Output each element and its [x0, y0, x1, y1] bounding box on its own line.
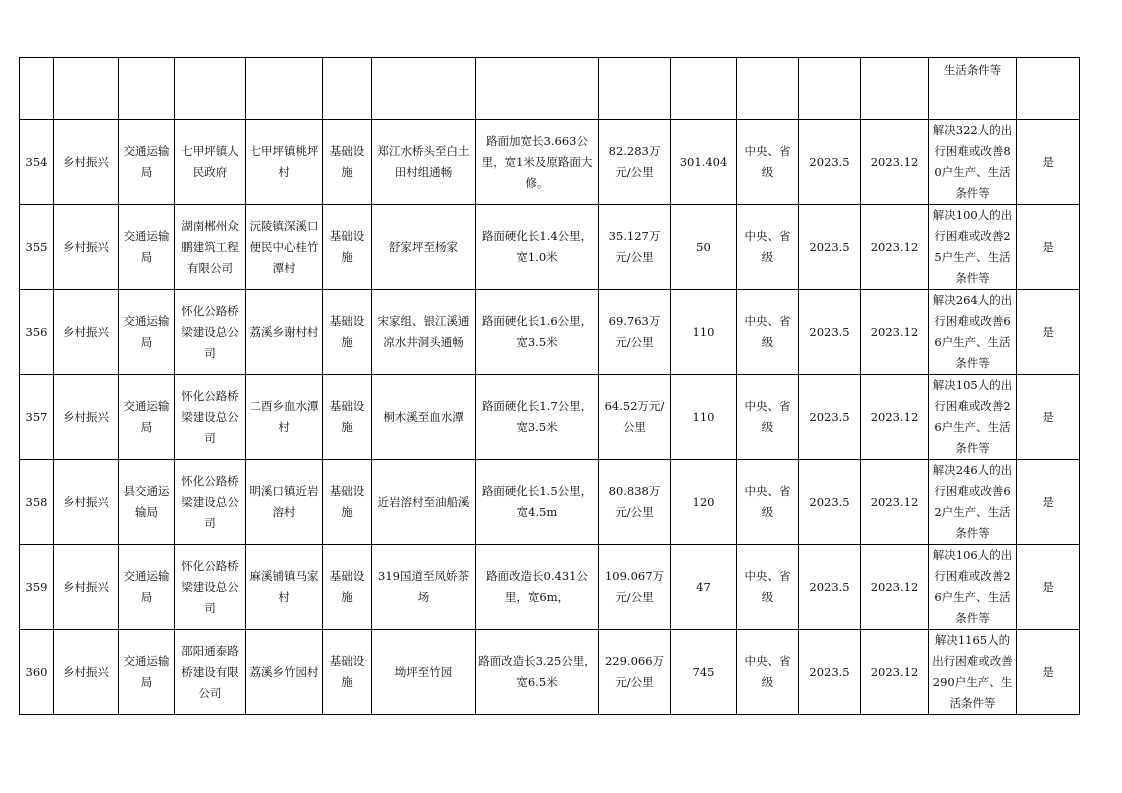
cell-dept: 交通运输局	[119, 120, 175, 205]
cell-benefit: 解决322人的出行困难或改善80户生产、生活条件等	[929, 120, 1017, 205]
table-row	[20, 290, 1080, 375]
cell-fund: 中央、省级	[737, 630, 799, 715]
cell-amount	[671, 58, 737, 120]
cell-content: 路面硬化长1.4公里，宽1.0米	[476, 205, 599, 290]
table-row-continued	[20, 58, 1080, 120]
cell-unit-price: 64.52万元/公里	[599, 375, 671, 460]
cell-implementer: 邵阳通泰路桥建设有限公司	[175, 630, 246, 715]
cell-start: 2023.5	[799, 375, 861, 460]
cell-benefit: 解决1165人的出行困难或改善290户生产、生活条件等	[929, 630, 1017, 715]
cell-content: 路面硬化长1.7公里，宽3.5米	[476, 375, 599, 460]
cell-type: 基础设施	[323, 460, 372, 545]
cell-start: 2023.5	[799, 290, 861, 375]
cell-unit-price: 229.066万元/公里	[599, 630, 671, 715]
cell-amount: 120	[671, 460, 737, 545]
cell-fund: 中央、省级	[737, 120, 799, 205]
cell-no	[20, 58, 54, 120]
cell-content: 路面改造长3.25公里，宽6.5米	[476, 630, 599, 715]
cell-implementer: 怀化公路桥梁建设总公司	[175, 545, 246, 630]
cell-amount: 110	[671, 375, 737, 460]
cell-type: 基础设施	[323, 630, 372, 715]
cell-amount: 301.404	[671, 120, 737, 205]
cell-content: 路面改造长0.431公里，宽6m，	[476, 545, 599, 630]
cell-implementer	[175, 58, 246, 120]
cell-type: 基础设施	[323, 205, 372, 290]
cell-benefit: 解决100人的出行困难或改善25户生产、生活条件等	[929, 205, 1017, 290]
cell-amount: 745	[671, 630, 737, 715]
cell-implementer: 湖南郴州众鹏建筑工程有限公司	[175, 205, 246, 290]
cell-content: 路面加宽长3.663公里，宽1米及原路面大修。	[476, 120, 599, 205]
cell-fund	[737, 58, 799, 120]
cell-name: 坳坪至竹园	[372, 630, 476, 715]
cell-type	[323, 58, 372, 120]
table-row	[20, 545, 1080, 630]
cell-end: 2023.12	[861, 630, 929, 715]
cell-location: 二酉乡血水潭村	[246, 375, 323, 460]
cell-name: 郑江水桥头至白土田村组通畅	[372, 120, 476, 205]
cell-type: 基础设施	[323, 545, 372, 630]
cell-fund: 中央、省级	[737, 545, 799, 630]
cell-category	[54, 58, 119, 120]
cell-flag: 是	[1017, 120, 1080, 205]
cell-start: 2023.5	[799, 545, 861, 630]
table-row	[20, 375, 1080, 460]
cell-end: 2023.12	[861, 460, 929, 545]
cell-content	[476, 58, 599, 120]
cell-fund: 中央、省级	[737, 460, 799, 545]
cell-start: 2023.5	[799, 205, 861, 290]
cell-implementer: 怀化公路桥梁建设总公司	[175, 375, 246, 460]
cell-no: 355	[20, 205, 54, 290]
cell-unit-price: 82.283万元/公里	[599, 120, 671, 205]
cell-benefit: 解决105人的出行困难或改善26户生产、生活条件等	[929, 375, 1017, 460]
cell-amount: 110	[671, 290, 737, 375]
cell-unit-price: 80.838万元/公里	[599, 460, 671, 545]
cell-dept: 交通运输局	[119, 205, 175, 290]
cell-category: 乡村振兴	[54, 630, 119, 715]
cell-location: 麻溪铺镇马家村	[246, 545, 323, 630]
cell-content: 路面硬化长1.6公里，宽3.5米	[476, 290, 599, 375]
cell-content: 路面硬化长1.5公里，宽4.5m	[476, 460, 599, 545]
cell-unit-price: 109.067万元/公里	[599, 545, 671, 630]
cell-benefit: 解决246人的出行困难或改善62户生产、生活条件等	[929, 460, 1017, 545]
cell-flag: 是	[1017, 630, 1080, 715]
cell-dept: 交通运输局	[119, 545, 175, 630]
cell-name: 舒家坪至杨家	[372, 205, 476, 290]
cell-flag: 是	[1017, 545, 1080, 630]
cell-type: 基础设施	[323, 375, 372, 460]
cell-no: 358	[20, 460, 54, 545]
table-row	[20, 120, 1080, 205]
cell-flag: 是	[1017, 375, 1080, 460]
cell-fund: 中央、省级	[737, 290, 799, 375]
cell-category: 乡村振兴	[54, 375, 119, 460]
table-row	[20, 460, 1080, 545]
cell-name: 桐木溪至血水潭	[372, 375, 476, 460]
cell-category: 乡村振兴	[54, 205, 119, 290]
cell-flag	[1017, 58, 1080, 120]
cell-end: 2023.12	[861, 205, 929, 290]
cell-name: 近岩溶村至油船溪	[372, 460, 476, 545]
cell-category: 乡村振兴	[54, 290, 119, 375]
cell-location: 七甲坪镇桃坪村	[246, 120, 323, 205]
table-row	[20, 205, 1080, 290]
cell-benefit: 生活条件等	[929, 58, 1017, 120]
cell-end: 2023.12	[861, 545, 929, 630]
cell-no: 360	[20, 630, 54, 715]
cell-dept: 交通运输局	[119, 290, 175, 375]
table-row	[20, 630, 1080, 715]
cell-end: 2023.12	[861, 375, 929, 460]
cell-flag: 是	[1017, 460, 1080, 545]
cell-name: 319国道至凤娇茶场	[372, 545, 476, 630]
cell-start: 2023.5	[799, 460, 861, 545]
cell-location: 明溪口镇近岩溶村	[246, 460, 323, 545]
cell-no: 354	[20, 120, 54, 205]
cell-fund: 中央、省级	[737, 375, 799, 460]
cell-category: 乡村振兴	[54, 545, 119, 630]
cell-start	[799, 58, 861, 120]
cell-amount: 50	[671, 205, 737, 290]
cell-flag: 是	[1017, 205, 1080, 290]
project-table	[19, 57, 1080, 715]
cell-unit-price	[599, 58, 671, 120]
cell-type: 基础设施	[323, 290, 372, 375]
cell-unit-price: 69.763万元/公里	[599, 290, 671, 375]
cell-amount: 47	[671, 545, 737, 630]
cell-location	[246, 58, 323, 120]
cell-no: 357	[20, 375, 54, 460]
cell-unit-price: 35.127万元/公里	[599, 205, 671, 290]
cell-benefit: 解决264人的出行困难或改善66户生产、生活条件等	[929, 290, 1017, 375]
cell-location: 沅陵镇深溪口便民中心桂竹潭村	[246, 205, 323, 290]
cell-fund: 中央、省级	[737, 205, 799, 290]
cell-location: 荔溪乡竹园村	[246, 630, 323, 715]
cell-dept: 交通运输局	[119, 375, 175, 460]
cell-implementer: 怀化公路桥梁建设总公司	[175, 460, 246, 545]
cell-benefit: 解决106人的出行困难或改善26户生产、生活条件等	[929, 545, 1017, 630]
cell-no: 359	[20, 545, 54, 630]
cell-start: 2023.5	[799, 120, 861, 205]
cell-dept: 县交通运输局	[119, 460, 175, 545]
cell-start: 2023.5	[799, 630, 861, 715]
cell-type: 基础设施	[323, 120, 372, 205]
cell-end	[861, 58, 929, 120]
cell-dept	[119, 58, 175, 120]
cell-name	[372, 58, 476, 120]
cell-location: 荔溪乡谢村村	[246, 290, 323, 375]
cell-category: 乡村振兴	[54, 120, 119, 205]
cell-category: 乡村振兴	[54, 460, 119, 545]
cell-flag: 是	[1017, 290, 1080, 375]
cell-no: 356	[20, 290, 54, 375]
cell-implementer: 七甲坪镇人民政府	[175, 120, 246, 205]
cell-implementer: 怀化公路桥梁建设总公司	[175, 290, 246, 375]
cell-end: 2023.12	[861, 290, 929, 375]
cell-end: 2023.12	[861, 120, 929, 205]
cell-dept: 交通运输局	[119, 630, 175, 715]
cell-name: 宋家组、银江溪通凉水井洞头通畅	[372, 290, 476, 375]
